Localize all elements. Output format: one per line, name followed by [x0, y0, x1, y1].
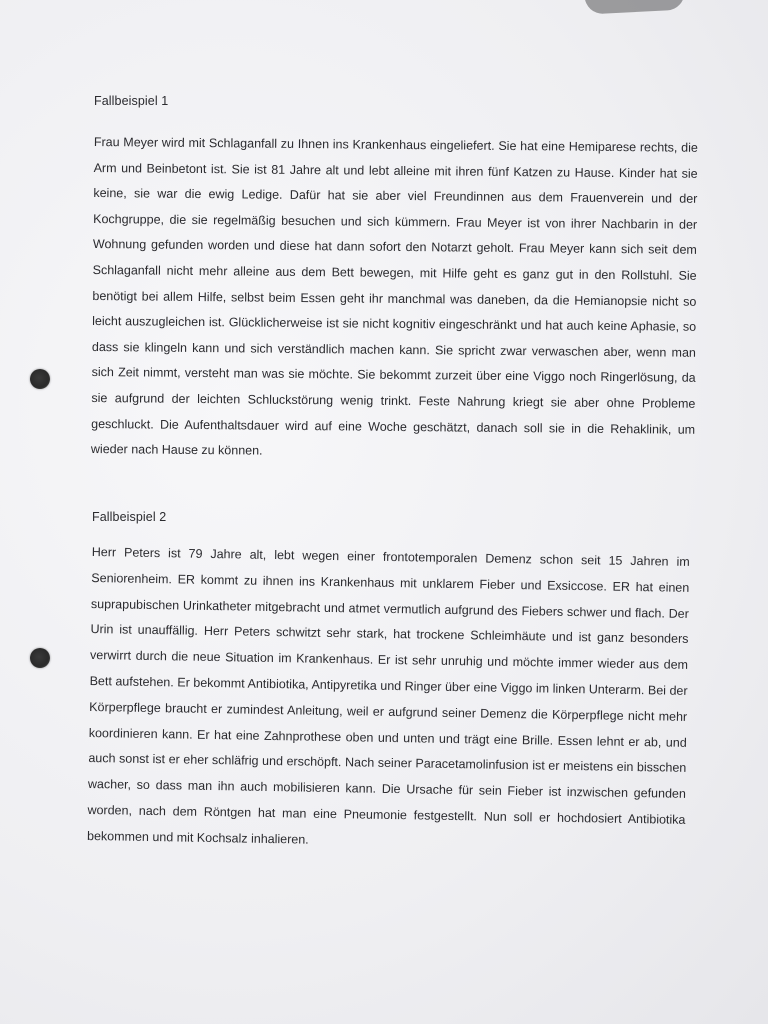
case-2-title: Fallbeispiel 2 [92, 510, 167, 524]
case-2-paragraph: Herr Peters ist 79 Jahre alt, lebt wegen einer frontotemporalen Demenz schon seit 15 Jahren im Seniorenheim. ER kommt zu ihnen ins Krankenhaus mit unklarem Fieber und Exsiccose. ER hat einen suprapubischen Urinkatheter mitgebracht und atmet vermutlich aufgrund des Fiebers schwer und flach. Der Urin ist unauffällig. Herr Peters schwitzt sehr stark, hat trockene Schleimhäute und ist ganz besonders verwirrt durch die neue Situation im Krankenhaus. Er ist sehr unruhig und möchte immer wieder aus dem Bett aufstehen. Er bekommt Antibiotika, Antipyretika und Ringer über eine Viggo im linken Unterarm. Bei der Körperpflege braucht er zumindest Anleitung, weil er aufgrund seiner Demenz die Körperpflege nicht mehr koordinieren kann. Er hat eine Zahnprothese oben und unten und trägt eine Brille. Essen lehnt er ab, und auch sonst ist er eher schläfrig und erschöpft. Nach seiner Paracetamolinfusion ist er meistens ein bisschen wacher, so dass man ihn auch mobilisieren kann. Die Ursache für sein Fieber ist inzwischen gefunden worden, nach dem Röntgen hat man eine Pneumonie festgestellt. Nun soll er hochdosiert Antibiotika bekommen und mit Kochsalz inhalieren. [86, 544, 690, 847]
case-1-title: Fallbeispiel 1 [94, 94, 169, 108]
case-1-paragraph: Frau Meyer wird mit Schlaganfall zu Ihnen ins Krankenhaus eingeliefert. Sie hat eine Hemiparese rechts, die Arm und Beinbetont ist. Sie ist 81 Jahre alt und lebt alleine mit ihren fünf Katzen zu Hause. Kinder hat sie keine, sie war die ewig Ledige. Dafür hat sie aber viel Freundinnen aus dem Frauenverein und der Kochgruppe, die sie regelmäßig besuchen und sich kümmern. Frau Meyer ist von ihrer Nachbarin in der Wohnung gefunden worden und diese hat dann sofort den Notarzt geholt. Frau Meyer kann sich seit dem Schlaganfall nicht mehr alleine aus dem Bett bewegen, mit Hilfe geht es ganz gut in den Rollstuhl. Sie benötigt bei allem Hilfe, selbst beim Essen geht ihr manchmal was daneben, da die Hemianopsie nicht so leicht auszugleichen ist. Glücklicherweise ist sie nicht kognitiv eingeschränkt und hat auch keine Aphasie, so dass sie klingeln kann und sich verständlich machen kann. Sie spricht zwar verwaschen aber, wenn man sich Zeit nimmt, versteht man was sie möchte. Sie bekommt zurzeit über eine Viggo noch Ringerlösung, da sie aufgrund der leichten Schluckstörung wenig trinkt. Feste Nahrung kriegt sie aber ohne Probleme geschluckt. Die Aufenthaltsdauer wird auf eine Woche geschätzt, danach soll sie in die Rehaklinik, um wieder nach Hause zu können. [90, 134, 698, 458]
punch-hole-bottom [30, 648, 50, 668]
punch-hole-top [30, 369, 50, 389]
